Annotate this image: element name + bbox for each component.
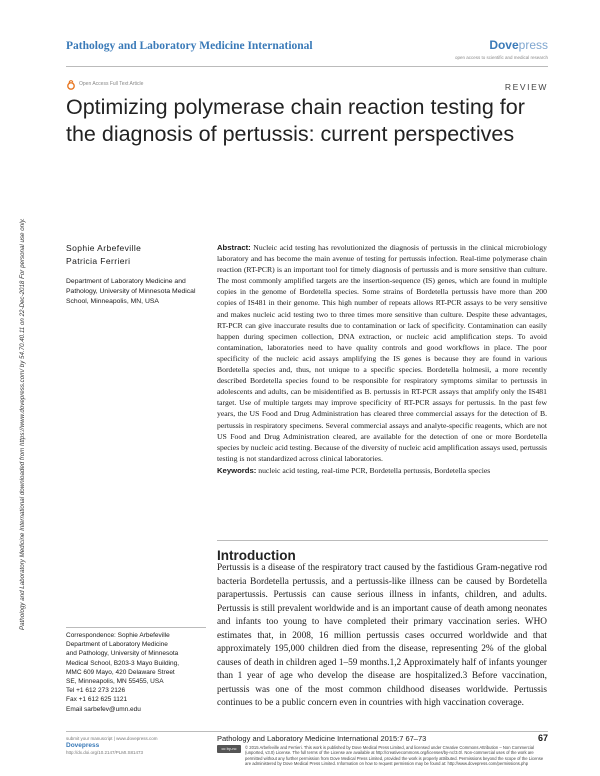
correspondence-line: Medical School, B203-3 Mayo Building,: [66, 659, 180, 667]
author-name: Patricia Ferrieri: [66, 256, 131, 266]
correspondence-line: MMC 609 Mayo, 420 Delaware Street: [66, 668, 175, 676]
intro-heading: Introduction: [217, 548, 296, 563]
article-title: Optimizing polymerase chain reaction testing for the diagnosis of pertussis: current perspectives: [66, 95, 525, 146]
license-block: [217, 745, 547, 767]
doi-link[interactable]: http://dx.doi.org/10.2147/PLMI.S81473: [66, 750, 144, 755]
open-access-icon: [66, 80, 76, 90]
publisher-logo: Dovepress: [489, 38, 548, 52]
author-list: [66, 242, 141, 268]
cc-license-icon: cc by-nc: [217, 745, 241, 753]
correspondence-divider: [66, 627, 206, 628]
correspondence-line: Correspondence: Sophie Arbefeville: [66, 632, 170, 639]
abstract-label: Abstract:: [217, 243, 251, 252]
download-watermark-text: Pathology and Laboratory Medicine International downloaded from https://www.dovepress.com/ by 54.70.40.11 on 22-Dec-2018 For personal use only.: [19, 218, 26, 630]
correspondence-line: SE, Minneapolis, MN 55455, USA: [66, 678, 164, 686]
citation-line: Pathology and Laboratory Medicine International 2015:7 67–73: [217, 734, 427, 743]
license-text: © 2015 Arbefeville and Ferrieri. This work is published by Dove Medical Press Limited, and licensed under Creative Commons Attribution – Non Commercial (unported, v3.0) License. The full terms of the License are available at http://creativecommons.org/licenses/by-nc/3.0/. Non-commercial uses of the work are permitted without any further permission from Dove Medical Press Limited, provided the work is properly attributed. Permissions beyond the scope of the License are administered by Dove Medical Press Limited. Information on how to request permission may be found at: http://www.dovepress.com/permissions.php: [245, 745, 544, 767]
publisher-tagline: open access to scientific and medical research: [454, 55, 548, 60]
journal-name: Pathology and Laboratory Medicine International: [66, 40, 313, 52]
article-type: REVIEW: [504, 82, 548, 92]
correspondence-block: [66, 631, 211, 714]
intro-body: [217, 562, 547, 711]
email-link[interactable]: Email sarbefev@umn.edu: [66, 705, 141, 713]
page-number: 67: [537, 733, 548, 743]
abstract-text: Nucleic acid testing has revolutionized the diagnosis of pertussis in the clinical microbiology laboratory and has become the main avenue of testing for pertussis infection. Real-time polymerase chain reaction (RT-PCR) is an important tool for timely diagnosis of pertussis and is more sensitive than culture. The most commonly amplified targets are the insertion-sequence (IS) genes, which are found in multiple copies in the genome of Bordetella species. Some strains of Bordetella pertussis have more than 200 copies of IS481 in their genome. This high number of repeats allows RT-PCR assays to be very sensitive and makes nucleic acid testing two to three times more sensitive than culture. Despite these advantages, RT-PCR can give inaccurate results due to contamination or lack of specificity. Contamination can easily happen during specimen collection, DNA extraction, or nucleic acid amplification steps. To avoid contamination, laboratories need to have quality controls and good workflows in place. The poor specificity of the nucleic acid assays amplifying the IS genes is because they are found in various Bordetella species and, thus, not unique to a specific species. Bordetella holmesii, a more recently described Bordetella species found to be responsible for respiratory symptoms similar to pertussis in adolescents and adults, can be misidentified as B. pertussis in RT-PCR assays that amplify only the IS481 target. Use of multiple targets may improve specificity of RT-PCR assays for pertussis. In the past few years, the US Food and Drug Administration has cleared three commercial assays for the detection of B. pertussis in respiratory specimens. Several commercial assays and analyte-specific reagents, which are not US Food and Drug Administration cleared, are available for the detection of one or more Bordetella species by nucleic acid testing. Because of the diversity of nucleic acid amplification assays used, pertussis testing is not standardized across clinical laboratories.: [217, 243, 547, 463]
header-divider: [66, 66, 548, 67]
correspondence-line: Fax +1 612 625 1121: [66, 696, 128, 704]
correspondence-line: Tel +1 612 273 2126: [66, 687, 126, 695]
dovepress-logo: Dovepress: [66, 742, 100, 749]
open-access-label: Open Access Full Text Article: [79, 81, 144, 87]
intro-paragraph: Pertussis is a disease of the respiratory tract caused by the fastidious Gram-negative rod bacteria Bordetella pertussis, and a pertussis-like illness can be caused by Bordetella parapertussis. Pertussis can cause serious illness in infants, children, and adults. Pertussis is still prevalent worldwide and is an important cause of death among neonates and infants too young to have completed their primary vaccination series. WHO estimates that, in 2008, 16 million pertussis cases occurred worldwide and that approximately 195,000 children died from the disease, representing 2% of the global causes of death in children aged 1–59 months.1,2 Approximately half of infants younger than 1 year of age who develop the disease are hospitalized.3 Before vaccination, pertussis was one of the most common childhood diseases worldwide. Pertussis continues to be a public concern even in countries with high vaccination coverage.: [217, 563, 547, 708]
keywords-label: Keywords:: [217, 465, 257, 475]
section-divider: [217, 540, 548, 541]
abstract: [217, 242, 547, 476]
footer-divider: [66, 731, 548, 732]
author-name: Sophie Arbefeville: [66, 243, 142, 253]
keywords-text: nucleic acid testing, real-time PCR, Bordetella pertussis, Bordetella species: [256, 465, 491, 475]
download-watermark: [10, 218, 40, 630]
footer-left: [66, 735, 206, 756]
correspondence-line: Department of Laboratory Medicine: [66, 641, 168, 649]
submit-link[interactable]: submit your manuscript | www.dovepress.com: [66, 736, 158, 741]
author-affiliation: Department of Laboratory Medicine and Pathology, University of Minnesota Medical School, Minneapolis, MN, USA: [66, 278, 196, 305]
correspondence-line: and Pathology, University of Minnesota: [66, 650, 179, 658]
